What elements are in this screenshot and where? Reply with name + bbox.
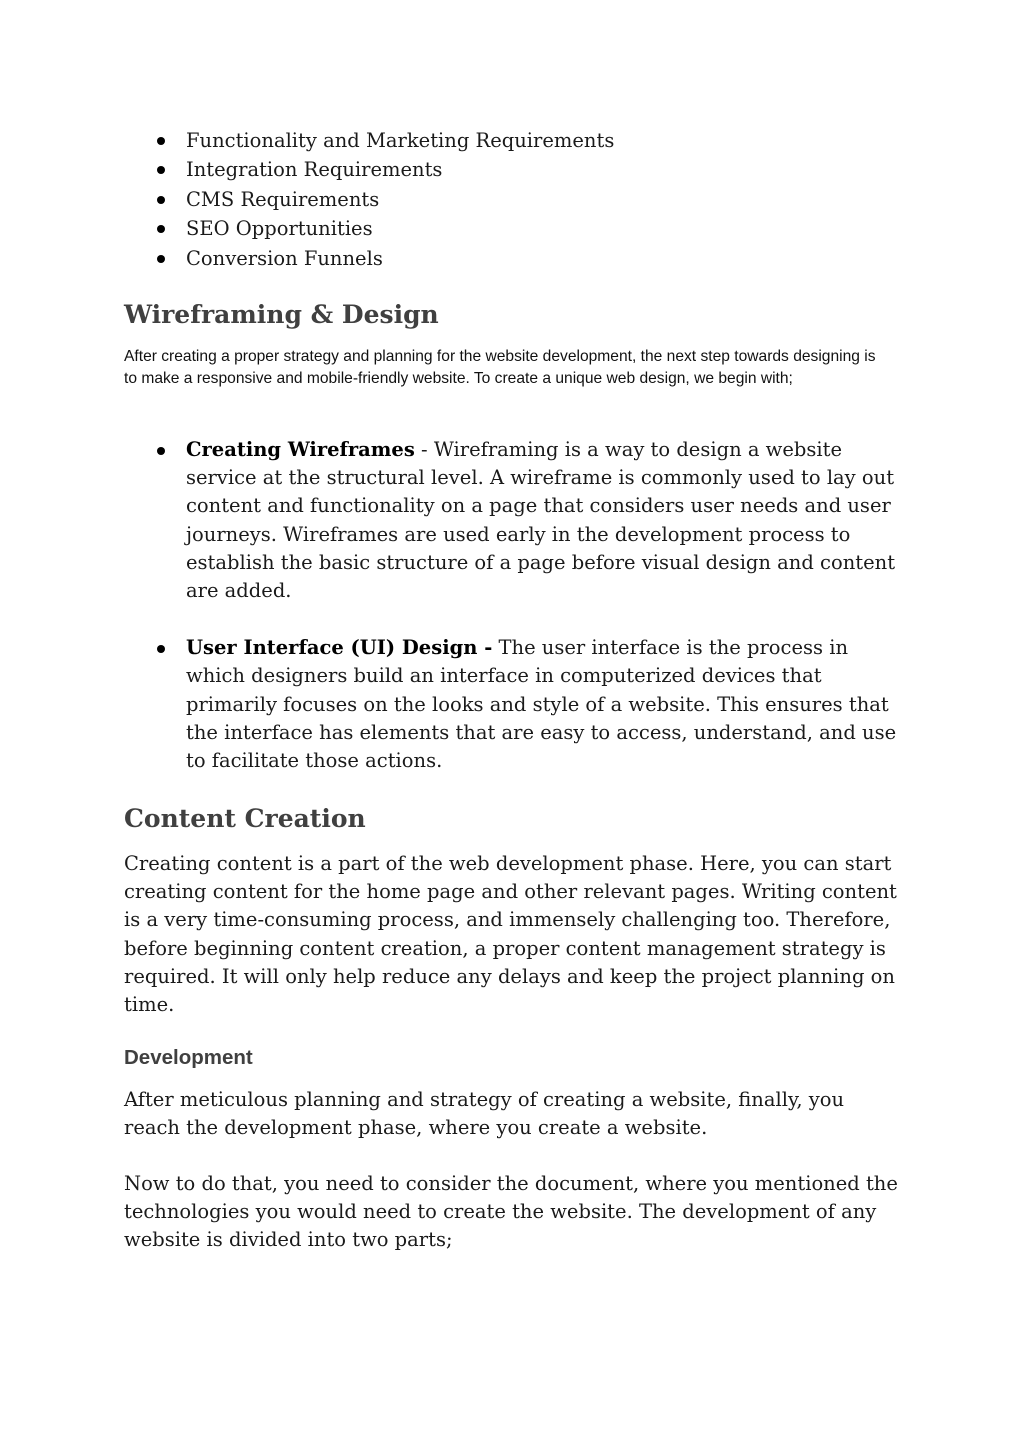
list-item-term: Creating Wireframes bbox=[186, 438, 415, 461]
bullet-icon bbox=[157, 137, 165, 145]
list-item bbox=[124, 155, 904, 184]
list-item bbox=[124, 126, 904, 155]
section-heading-development: Development bbox=[124, 1046, 253, 1069]
list-item bbox=[124, 244, 904, 273]
requirements-list bbox=[124, 126, 904, 273]
bullet-icon bbox=[157, 645, 165, 653]
list-item-term: User Interface (UI) Design - bbox=[186, 636, 493, 660]
content-creation-paragraph: Creating content is a part of the web development phase. Here, you can start creating content for the home page and other relevant pages. Writing content is a very time-consuming process, and immensely challenging too. Therefore, before beginning content creation, a proper content management strategy is required. It will only help reduce any delays and keep the project planning on time. bbox=[124, 852, 897, 1017]
bullet-icon bbox=[157, 225, 165, 233]
list-item-text: Conversion Funnels bbox=[186, 246, 383, 270]
bullet-icon bbox=[157, 255, 165, 263]
list-item-text: Integration Requirements bbox=[186, 158, 443, 182]
list-item-text: CMS Requirements bbox=[186, 187, 380, 211]
bullet-icon bbox=[157, 196, 165, 204]
section-heading-content-creation: Content Creation bbox=[124, 804, 366, 833]
list-item-text: SEO Opportunities bbox=[186, 217, 373, 241]
wireframing-intro-paragraph: After creating a proper strategy and planning for the website development, the next step towards designing is to make a responsive and mobile-friendly website. To create a unique web design, we begin with; bbox=[124, 348, 876, 387]
bullet-icon bbox=[157, 166, 165, 174]
list-item-description: Wireframing is a way to design a website service at the structural level. A wireframe is commonly used to lay out content and functionality on a page that considers user needs and user journeys. Wireframes are used early in the development process to establish the basic structure of a page before visual design and content are added. bbox=[186, 438, 896, 603]
list-item bbox=[124, 185, 904, 214]
development-paragraph-1: After meticulous planning and strategy of creating a website, finally, you reach the development phase, where you create a website. bbox=[124, 1088, 845, 1140]
list-item-text: Functionality and Marketing Requirements bbox=[186, 129, 615, 152]
development-paragraph-2: Now to do that, you need to consider the document, where you mentioned the technologies you would need to create the website. The development of any website is divided into two parts; bbox=[124, 1172, 898, 1252]
section-heading-wireframing: Wireframing & Design bbox=[124, 300, 439, 329]
list-item bbox=[124, 436, 908, 605]
list-item bbox=[124, 214, 904, 243]
list-item-description: The user interface is the process in which designers build an interface in computerized devices that primarily focuses on the looks and style of a website. This ensures that the interface has elements that are easy to access, understand, and use to facilitate those actions. bbox=[186, 636, 897, 773]
list-item-separator: - bbox=[414, 438, 434, 461]
bullet-icon bbox=[157, 447, 165, 455]
list-item bbox=[124, 634, 908, 775]
design-steps-list bbox=[124, 436, 908, 775]
